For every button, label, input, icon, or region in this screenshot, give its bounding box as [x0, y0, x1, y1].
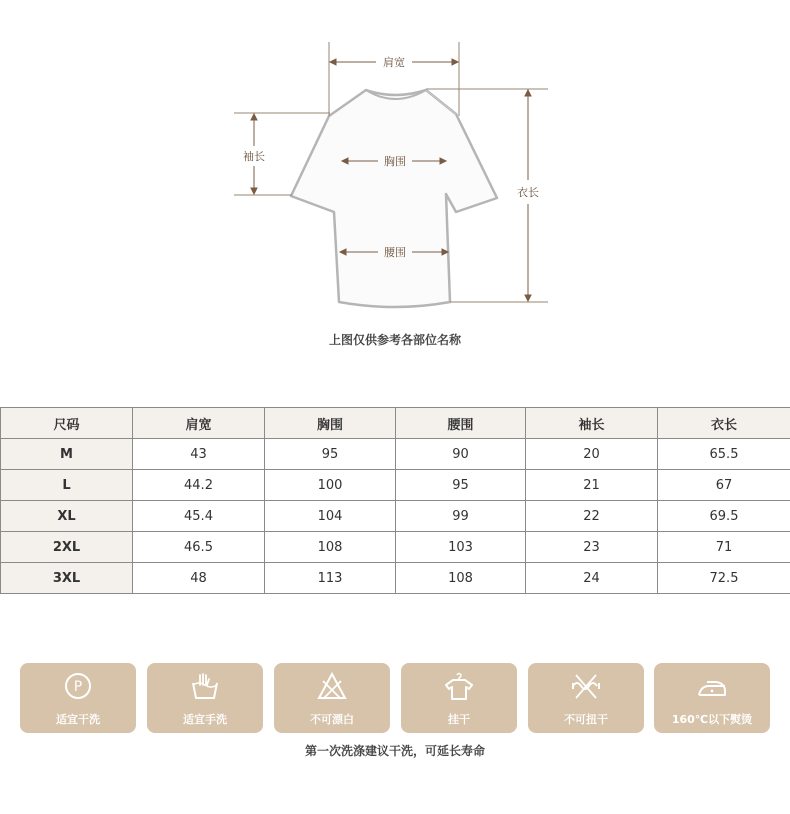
- table-row: [1, 501, 790, 532]
- table-cell: 24: [526, 563, 658, 594]
- table-cell: 95: [396, 470, 526, 501]
- garment-diagram: [0, 0, 790, 320]
- care-label: 挂干: [448, 713, 470, 726]
- table-cell: 103: [396, 532, 526, 563]
- table-cell: 100: [265, 470, 396, 501]
- hand-wash-icon: [190, 671, 220, 701]
- table-cell: 72.5: [658, 563, 790, 594]
- table-cell: 67: [658, 470, 790, 501]
- dry-clean-p-icon: [63, 671, 93, 701]
- table-cell: 113: [265, 563, 396, 594]
- table-cell: 104: [265, 501, 396, 532]
- size-cell: XL: [1, 501, 133, 532]
- table-cell: 21: [526, 470, 658, 501]
- header-length: 衣长: [658, 408, 790, 439]
- table-row: [1, 470, 790, 501]
- table-cell: 43: [133, 439, 265, 470]
- table-cell: 45.4: [133, 501, 265, 532]
- table-cell: 65.5: [658, 439, 790, 470]
- table-cell: 46.5: [133, 532, 265, 563]
- size-cell: M: [1, 439, 133, 470]
- care-label: 适宜手洗: [183, 713, 227, 726]
- table-cell: 20: [526, 439, 658, 470]
- care-instructions: [20, 663, 772, 733]
- table-cell: 48: [133, 563, 265, 594]
- table-cell: 23: [526, 532, 658, 563]
- label-waist: 腰围: [384, 246, 406, 259]
- care-item-no-bleach: [274, 663, 390, 733]
- header-size: 尺码: [1, 408, 133, 439]
- size-cell: 2XL: [1, 532, 133, 563]
- table-cell: 108: [396, 563, 526, 594]
- label-length: 衣长: [517, 186, 539, 199]
- care-label: 不可扭干: [564, 713, 608, 726]
- label-chest: 胸围: [384, 155, 406, 168]
- size-cell: 3XL: [1, 563, 133, 594]
- care-item-hand-wash: [147, 663, 263, 733]
- tshirt-outline: [291, 90, 497, 307]
- header-waist: 腰围: [396, 408, 526, 439]
- care-label: 160℃以下熨烫: [671, 713, 753, 726]
- no-bleach-icon: [317, 671, 347, 701]
- care-item-dry-clean: [20, 663, 136, 733]
- table-header-row: [1, 408, 790, 439]
- table-cell: 99: [396, 501, 526, 532]
- header-chest: 胸围: [265, 408, 396, 439]
- label-sleeve: 袖长: [243, 150, 265, 163]
- table-cell: 95: [265, 439, 396, 470]
- header-sleeve: 袖长: [526, 408, 658, 439]
- size-cell: L: [1, 470, 133, 501]
- header-shoulder: 肩宽: [133, 408, 265, 439]
- hang-dry-icon: [444, 671, 474, 701]
- table-cell: 90: [396, 439, 526, 470]
- table-cell: 108: [265, 532, 396, 563]
- size-table: [0, 407, 790, 594]
- table-cell: 22: [526, 501, 658, 532]
- svg-text:P: P: [73, 679, 83, 695]
- iron-icon: [697, 671, 727, 701]
- label-shoulder: 肩宽: [383, 56, 405, 69]
- table-row: [1, 563, 790, 594]
- care-label: 适宜干洗: [56, 713, 100, 726]
- table-row: [1, 439, 790, 470]
- diagram-caption: 上图仅供参考各部位名称: [328, 333, 461, 347]
- table-row: [1, 532, 790, 563]
- care-item-hang-dry: [401, 663, 517, 733]
- table-cell: 44.2: [133, 470, 265, 501]
- care-label: 不可漂白: [310, 713, 354, 726]
- no-wring-icon: [571, 671, 601, 701]
- table-cell: 71: [658, 532, 790, 563]
- care-footer-note: 第一次洗涤建议干洗，可延长寿命: [304, 744, 485, 758]
- table-cell: 69.5: [658, 501, 790, 532]
- care-item-iron: [654, 663, 770, 733]
- care-item-no-wring: [528, 663, 644, 733]
